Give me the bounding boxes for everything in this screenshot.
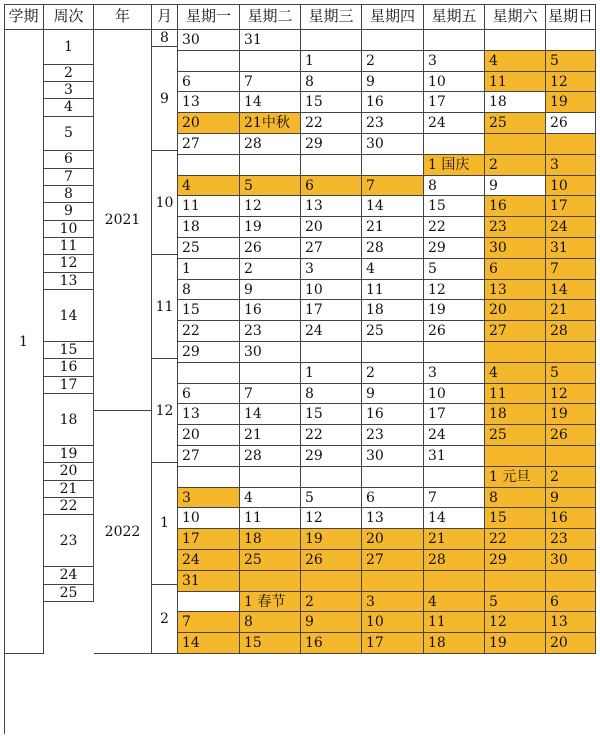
day-cell: 16 (362, 92, 424, 113)
column-header: 星期四 (362, 4, 424, 30)
day-cell: 15 (424, 196, 485, 217)
day-cell: 6 (362, 488, 424, 509)
day-cell: 28 (424, 550, 485, 571)
day-cell: 11 (424, 612, 485, 633)
day-cell: 6 (546, 592, 596, 613)
month-cell: 8 (152, 30, 178, 47)
day-cell: 5 (546, 363, 596, 384)
day-cell: 23 (362, 425, 424, 446)
day-cell: 1 元旦 (485, 467, 546, 488)
week-number: 11 (44, 238, 94, 255)
day-cell: 8 (178, 280, 240, 301)
day-cell: 5 (301, 488, 362, 509)
day-cell: 26 (240, 238, 301, 259)
day-cell: 21 (546, 300, 596, 321)
school-calendar-table (4, 4, 596, 734)
day-cell (424, 30, 485, 51)
day-cell: 9 (362, 384, 424, 405)
day-cell: 25 (178, 238, 240, 259)
day-cell: 2 (485, 155, 546, 176)
day-cell (301, 571, 362, 592)
week-number: 19 (44, 446, 94, 463)
day-cell: 7 (546, 259, 596, 280)
column-header: 年 (94, 4, 152, 30)
week-number: 3 (44, 82, 94, 99)
day-cell: 3 (424, 51, 485, 72)
day-cell: 4 (485, 51, 546, 72)
day-cell: 8 (240, 612, 301, 633)
day-cell: 27 (178, 134, 240, 155)
day-cell: 7 (178, 612, 240, 633)
day-cell: 20 (485, 300, 546, 321)
day-cell: 13 (362, 508, 424, 529)
day-cell: 3 (178, 488, 240, 509)
week-number: 18 (44, 394, 94, 446)
day-cell: 1 (301, 51, 362, 72)
day-cell: 12 (301, 508, 362, 529)
day-cell: 24 (301, 321, 362, 342)
day-cell: 27 (362, 550, 424, 571)
day-cell: 31 (424, 446, 485, 467)
week-number: 2 (44, 65, 94, 82)
column-header: 学期 (4, 4, 44, 30)
week-number: 20 (44, 463, 94, 480)
day-cell: 3 (546, 155, 596, 176)
day-cell: 13 (178, 92, 240, 113)
day-cell (424, 571, 485, 592)
day-cell: 14 (424, 508, 485, 529)
day-cell: 17 (424, 92, 485, 113)
day-cell: 30 (240, 342, 301, 363)
day-cell: 24 (424, 113, 485, 134)
week-number: 17 (44, 377, 94, 394)
day-cell: 16 (301, 633, 362, 654)
day-cell (301, 155, 362, 176)
day-cell: 26 (301, 550, 362, 571)
day-cell (301, 467, 362, 488)
day-cell (485, 571, 546, 592)
day-cell: 28 (362, 238, 424, 259)
day-cell (301, 30, 362, 51)
day-cell (240, 467, 301, 488)
day-cell (178, 363, 240, 384)
day-cell (485, 342, 546, 363)
day-cell: 2 (301, 592, 362, 613)
day-cell: 9 (485, 176, 546, 197)
day-cell: 7 (424, 488, 485, 509)
day-cell: 11 (485, 384, 546, 405)
day-cell: 3 (301, 259, 362, 280)
day-cell: 4 (362, 259, 424, 280)
day-cell: 27 (485, 321, 546, 342)
day-cell: 11 (485, 72, 546, 93)
month-cell: 9 (152, 47, 178, 151)
year-cell: 2021 (94, 30, 152, 411)
day-cell: 17 (546, 196, 596, 217)
day-cell: 29 (485, 550, 546, 571)
day-cell (546, 571, 596, 592)
day-cell: 17 (301, 300, 362, 321)
day-cell: 15 (240, 633, 301, 654)
day-cell: 16 (546, 508, 596, 529)
week-number: 1 (44, 30, 94, 65)
day-cell: 14 (362, 196, 424, 217)
day-cell (424, 342, 485, 363)
day-cell: 19 (424, 300, 485, 321)
day-cell: 22 (424, 217, 485, 238)
day-cell: 26 (546, 113, 596, 134)
day-cell: 12 (485, 612, 546, 633)
day-cell (424, 467, 485, 488)
day-cell: 18 (485, 404, 546, 425)
day-cell (546, 446, 596, 467)
week-number: 6 (44, 151, 94, 168)
column-header: 星期三 (301, 4, 362, 30)
day-cell: 7 (362, 176, 424, 197)
column-header: 星期五 (424, 4, 485, 30)
day-cell: 14 (546, 280, 596, 301)
day-cell: 23 (240, 321, 301, 342)
day-cell: 15 (301, 404, 362, 425)
day-cell: 23 (546, 529, 596, 550)
day-cell: 24 (546, 217, 596, 238)
day-cell: 24 (178, 550, 240, 571)
day-cell: 3 (424, 363, 485, 384)
day-cell: 21中秋 (240, 113, 301, 134)
day-cell: 2 (240, 259, 301, 280)
month-cell: 1 (152, 463, 178, 584)
day-cell: 12 (424, 280, 485, 301)
day-cell: 9 (362, 72, 424, 93)
day-cell (240, 51, 301, 72)
day-cell (240, 363, 301, 384)
day-cell: 19 (546, 404, 596, 425)
day-cell: 8 (485, 488, 546, 509)
day-cell: 17 (424, 404, 485, 425)
day-cell: 4 (424, 592, 485, 613)
day-cell: 15 (485, 508, 546, 529)
day-cell (240, 571, 301, 592)
day-cell: 28 (240, 446, 301, 467)
day-cell (546, 342, 596, 363)
day-cell: 28 (240, 134, 301, 155)
day-cell: 6 (301, 176, 362, 197)
week-number: 14 (44, 290, 94, 342)
day-cell: 30 (362, 446, 424, 467)
day-cell: 16 (362, 404, 424, 425)
day-cell: 19 (301, 529, 362, 550)
day-cell: 27 (178, 446, 240, 467)
day-cell: 11 (178, 196, 240, 217)
month-cell: 12 (152, 359, 178, 463)
day-cell (362, 30, 424, 51)
day-cell: 19 (240, 217, 301, 238)
month-cell: 11 (152, 255, 178, 359)
day-cell (362, 342, 424, 363)
term-cell: 1 (4, 30, 44, 654)
day-cell: 4 (240, 488, 301, 509)
day-cell (424, 134, 485, 155)
day-cell: 20 (178, 113, 240, 134)
day-cell: 21 (424, 529, 485, 550)
week-number: 22 (44, 498, 94, 515)
day-cell: 1 (178, 259, 240, 280)
day-cell: 6 (178, 72, 240, 93)
day-cell (362, 155, 424, 176)
day-cell: 18 (240, 529, 301, 550)
week-number: 9 (44, 203, 94, 220)
day-cell: 31 (546, 238, 596, 259)
day-cell (362, 467, 424, 488)
day-cell: 1 (301, 363, 362, 384)
month-cell: 10 (152, 151, 178, 255)
day-cell: 25 (240, 550, 301, 571)
day-cell: 13 (178, 404, 240, 425)
day-cell: 5 (485, 592, 546, 613)
week-number: 8 (44, 186, 94, 203)
day-cell: 5 (546, 51, 596, 72)
day-cell: 15 (301, 92, 362, 113)
day-cell: 9 (301, 612, 362, 633)
day-cell: 20 (362, 529, 424, 550)
week-number: 16 (44, 359, 94, 376)
week-number: 10 (44, 221, 94, 238)
day-cell: 8 (301, 72, 362, 93)
day-cell: 12 (240, 196, 301, 217)
day-cell: 4 (178, 176, 240, 197)
day-cell: 18 (485, 92, 546, 113)
day-cell: 22 (301, 113, 362, 134)
day-cell: 6 (178, 384, 240, 405)
day-cell: 16 (485, 196, 546, 217)
day-cell: 7 (240, 384, 301, 405)
day-cell: 30 (485, 238, 546, 259)
day-cell: 28 (546, 321, 596, 342)
day-cell: 20 (546, 633, 596, 654)
day-cell: 23 (362, 113, 424, 134)
day-cell: 3 (362, 592, 424, 613)
week-number: 5 (44, 117, 94, 152)
day-cell: 29 (301, 446, 362, 467)
day-cell: 12 (546, 384, 596, 405)
week-number: 15 (44, 342, 94, 359)
day-cell: 18 (178, 217, 240, 238)
day-cell (178, 592, 240, 613)
day-cell: 10 (424, 72, 485, 93)
day-cell: 30 (178, 30, 240, 51)
day-cell: 13 (301, 196, 362, 217)
week-number: 23 (44, 515, 94, 567)
day-cell: 17 (362, 633, 424, 654)
day-cell (178, 155, 240, 176)
day-cell: 10 (301, 280, 362, 301)
day-cell: 11 (362, 280, 424, 301)
column-header: 星期六 (485, 4, 546, 30)
day-cell: 17 (178, 529, 240, 550)
day-cell: 22 (178, 321, 240, 342)
day-cell (485, 30, 546, 51)
day-cell: 2 (546, 467, 596, 488)
day-cell: 10 (546, 176, 596, 197)
day-cell: 25 (485, 113, 546, 134)
day-cell: 11 (240, 508, 301, 529)
week-number: 7 (44, 169, 94, 186)
year-cell: 2022 (94, 411, 152, 654)
day-cell: 29 (424, 238, 485, 259)
day-cell (301, 342, 362, 363)
day-cell: 26 (424, 321, 485, 342)
day-cell: 21 (240, 425, 301, 446)
day-cell: 14 (178, 633, 240, 654)
column-header: 周次 (44, 4, 94, 30)
day-cell: 9 (240, 280, 301, 301)
month-cell: 2 (152, 585, 178, 654)
day-cell (362, 571, 424, 592)
day-cell: 21 (362, 217, 424, 238)
column-header: 星期二 (240, 4, 301, 30)
day-cell (546, 30, 596, 51)
week-number: 4 (44, 99, 94, 116)
day-cell: 29 (178, 342, 240, 363)
day-cell: 20 (178, 425, 240, 446)
week-number: 25 (44, 585, 94, 602)
day-cell: 6 (485, 259, 546, 280)
day-cell: 10 (424, 384, 485, 405)
day-cell: 10 (178, 508, 240, 529)
day-cell: 30 (362, 134, 424, 155)
day-cell (178, 467, 240, 488)
week-number: 24 (44, 567, 94, 584)
day-cell: 7 (240, 72, 301, 93)
week-number: 21 (44, 481, 94, 498)
day-cell: 4 (485, 363, 546, 384)
day-cell: 30 (546, 550, 596, 571)
day-cell: 19 (485, 633, 546, 654)
day-cell: 1 春节 (240, 592, 301, 613)
day-cell (546, 134, 596, 155)
day-cell: 25 (362, 321, 424, 342)
day-cell: 5 (424, 259, 485, 280)
day-cell: 10 (362, 612, 424, 633)
week-number: 12 (44, 255, 94, 272)
day-cell: 29 (301, 134, 362, 155)
day-cell (485, 134, 546, 155)
day-cell: 9 (546, 488, 596, 509)
day-cell: 14 (240, 404, 301, 425)
day-cell: 2 (362, 363, 424, 384)
day-cell: 8 (301, 384, 362, 405)
column-header: 月 (152, 4, 178, 30)
day-cell: 18 (424, 633, 485, 654)
day-cell: 2 (362, 51, 424, 72)
day-cell: 24 (424, 425, 485, 446)
day-cell: 22 (485, 529, 546, 550)
day-cell: 20 (301, 217, 362, 238)
day-cell: 1 国庆 (424, 155, 485, 176)
day-cell: 23 (485, 217, 546, 238)
day-cell (485, 446, 546, 467)
day-cell: 19 (546, 92, 596, 113)
day-cell: 31 (240, 30, 301, 51)
day-cell: 12 (546, 72, 596, 93)
day-cell: 15 (178, 300, 240, 321)
day-cell: 22 (301, 425, 362, 446)
day-cell: 5 (240, 176, 301, 197)
day-cell: 8 (424, 176, 485, 197)
day-cell: 18 (362, 300, 424, 321)
day-cell (178, 51, 240, 72)
week-number: 13 (44, 273, 94, 290)
day-cell: 27 (301, 238, 362, 259)
day-cell: 31 (178, 571, 240, 592)
day-cell: 26 (546, 425, 596, 446)
day-cell: 14 (240, 92, 301, 113)
day-cell: 13 (485, 280, 546, 301)
column-header: 星期日 (546, 4, 596, 30)
day-cell (240, 155, 301, 176)
day-cell: 25 (485, 425, 546, 446)
day-cell: 13 (546, 612, 596, 633)
column-header: 星期一 (178, 4, 240, 30)
day-cell: 16 (240, 300, 301, 321)
